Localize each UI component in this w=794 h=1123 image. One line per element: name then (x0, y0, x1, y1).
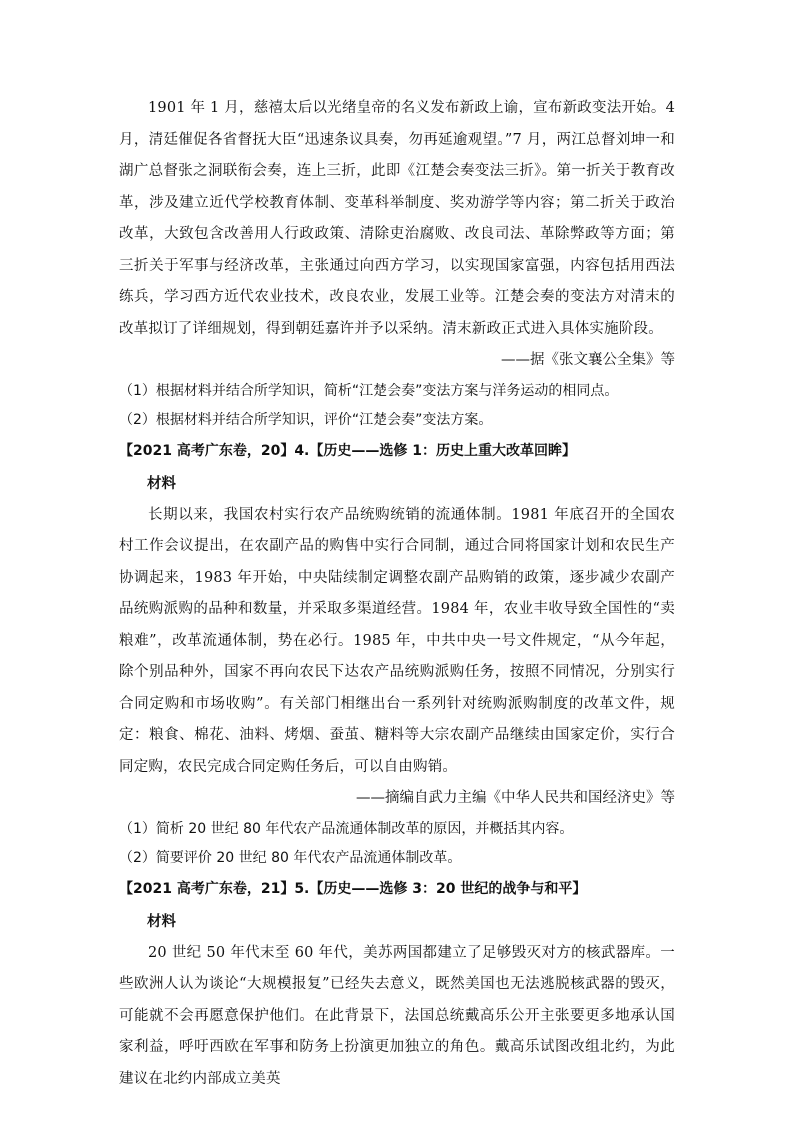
material-label-5: 材料 (147, 912, 176, 930)
material-paragraph-5: 20 世纪 50 年代末至 60 年代，美苏两国都建立了足够毁灭对方的核武器库。一些欧洲人认为谈论“大规模报复”已经失去意义，既然美国也无法逃脱核武器的毁灭，可能就不会再愿意保护他们。在此背景下，法国总统戴高乐公开主张要更多地承认国家利益，呼吁西欧在军事和防务上扮演更加独立的角色。戴高乐试图改组北约，为此建议在北约内部成立美英 (119, 944, 675, 1087)
material-paragraph-1: 1901 年 1 月，慈禧太后以光绪皇帝的名义发布新政上谕，宣布新政变法开始。4 月，清廷催促各省督抚大臣“迅速条议具奏，勿再延逾观望。”7 月，两江总督刘坤一和湖广总督张之洞联衔会奏，连上三折，此即《江楚会奏变法三折》。第一折关于教育改革，涉及建立近代学校教育体制、变革科举制度、奖劝游学等内容；第二折关于政治改革，大致包含改善用人行政政策、清除吏治腐败、改良司法、革除弊政等方面；第三折关于军事与经济改革，主张通过向西方学习，以实现国家富强，内容包括用西法练兵，学习西方近代农业技术，改良农业，发展工业等。江楚会奏的变法方对清末的改革拟订了详细规划，得到朝廷嘉许并予以采纳。清末新政正式进入具体实施阶段。 (119, 100, 675, 337)
question-4-1: （1）简析 20 世纪 80 年代农产品流通体制改革的原因，并概括其内容。 (119, 820, 574, 837)
source-citation-1: ——据《张文襄公全集》等 (501, 352, 675, 368)
question-heading-5: 【2021 高考广东卷，21】5.【历史——选修 3：20 世纪的战争与和平】 (119, 880, 587, 897)
source-citation-4: ——摘编自武力主编《中华人民共和国经济史》等 (356, 790, 675, 806)
document-content (119, 93, 675, 1095)
question-1-2: （2）根据材料并结合所学知识，评价“江楚会奏”变法方案。 (119, 411, 493, 428)
question-heading-4: 【2021 高考广东卷，20】4.【历史——选修 1：历史上重大改革回眸】 (119, 442, 576, 459)
question-4-2: （2）简要评价 20 世纪 80 年代农产品流通体制改革。 (119, 849, 462, 866)
material-paragraph-4: 长期以来，我国农村实行农产品统购统销的流通体制。1981 年底召开的全国农村工作会议提出，在农副产品的购售中实行合同制，通过合同将国家计划和农民生产协调起来，1983 年开始，中央陆续制定调整农副产品购销的政策，逐步减少农副产品统购派购的品种和数量，并采取多渠道经营。1984 年，农业丰收导致全国性的“卖粮难”，改革流通体制，势在必行。1985 年，中共中央一号文件规定，“从今年起，除个别品种外，国家不再向农民下达农产品统购派购任务，按照不同情况，分别实行合同定购和市场收购”。有关部门相继出台一系列针对统购派购制度的改革文件，规定：粮食、棉花、油料、烤烟、蚕茧、糖料等大宗农副产品继续由国家定价，实行合同定购，农民完成合同定购任务后，可以自由购销。 (119, 506, 675, 775)
question-1-1: （1）根据材料并结合所学知识，简析“江楚会奏”变法方案与洋务运动的相同点。 (119, 382, 619, 399)
material-label-4: 材料 (147, 474, 176, 492)
